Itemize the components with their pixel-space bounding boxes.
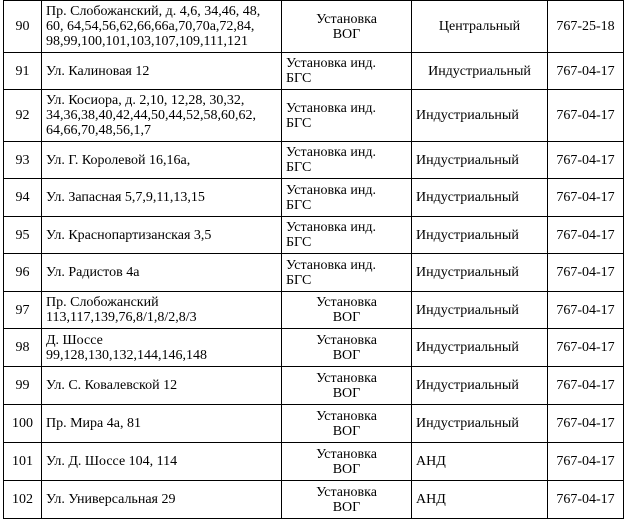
- installation-cell: [282, 367, 412, 405]
- installation-line: ВОГ: [332, 347, 361, 363]
- table-row: [4, 53, 624, 90]
- address-cell: [42, 292, 282, 329]
- installation-line: Установка: [316, 446, 377, 462]
- installation-cell: [282, 1, 412, 53]
- installation-line: Установка: [316, 408, 377, 424]
- address-line: Ул. Д. Шоссе 104, 114: [46, 454, 178, 469]
- address-line: 34,36,38,40,42,44,50,44,52,58,60,62,: [46, 108, 256, 123]
- installation-cell: [282, 142, 412, 179]
- installation-line: Установка: [316, 295, 377, 310]
- district-cell: Индустриальный: [412, 367, 548, 405]
- row-number: 99: [4, 367, 42, 405]
- installation-line: Установка инд.: [286, 220, 376, 235]
- row-number: 95: [4, 217, 42, 254]
- installation-line: ВОГ: [332, 310, 361, 325]
- address-cell: [42, 254, 282, 292]
- address-line: 99,128,130,132,144,146,148: [46, 347, 207, 363]
- table-row: [4, 179, 624, 217]
- address-line: Ул. Калиновая 12: [46, 63, 150, 79]
- installation-cell: [282, 405, 412, 443]
- address-cell: [42, 53, 282, 90]
- row-number: 92: [4, 90, 42, 142]
- phone-cell: 767-04-17: [548, 254, 624, 292]
- installation-cell: [282, 481, 412, 519]
- address-cell: [42, 405, 282, 443]
- table-row: [4, 367, 624, 405]
- district-cell: Индустриальный: [412, 53, 548, 90]
- address-line: Ул. Г. Королевой 16,16а,: [46, 152, 191, 168]
- row-number: 91: [4, 53, 42, 90]
- installation-line: ВОГ: [332, 461, 361, 477]
- table-row: [4, 292, 624, 329]
- table-row: [4, 254, 624, 292]
- installation-line: Установка инд.: [286, 100, 376, 116]
- row-number: 94: [4, 179, 42, 217]
- address-cell: [42, 142, 282, 179]
- district-cell: АНД: [412, 481, 548, 519]
- installation-line: ВОГ: [332, 499, 361, 515]
- address-line: Пр. Слобожанский: [46, 295, 159, 310]
- installation-cell: [282, 90, 412, 142]
- district-cell: Индустриальный: [412, 217, 548, 254]
- address-cell: [42, 329, 282, 367]
- installation-line: БГС: [286, 160, 312, 175]
- installation-line: Установка: [316, 484, 377, 500]
- installation-line: Установка инд.: [286, 56, 376, 71]
- installation-cell: [282, 292, 412, 329]
- installation-cell: [282, 53, 412, 90]
- phone-cell: 767-04-17: [548, 329, 624, 367]
- phone-cell: 767-04-17: [548, 292, 624, 329]
- district-cell: Индустриальный: [412, 90, 548, 142]
- row-number: 100: [4, 405, 42, 443]
- table-row: [4, 90, 624, 142]
- address-cell: [42, 217, 282, 254]
- installation-line: БГС: [286, 115, 312, 131]
- address-line: Ул. Радистов 4а: [46, 265, 140, 280]
- table-row: [4, 329, 624, 367]
- row-number: 101: [4, 443, 42, 481]
- table-row: [4, 1, 624, 53]
- phone-cell: 767-04-17: [548, 142, 624, 179]
- phone-cell: 767-04-17: [548, 179, 624, 217]
- installation-line: БГС: [286, 197, 312, 213]
- address-line: 60, 64,54,56,62,66,66а,70,70а,72,84,: [46, 19, 255, 34]
- installation-cell: [282, 254, 412, 292]
- address-line: 64,66,70,48,56,1,7: [46, 123, 151, 138]
- district-cell: Индустриальный: [412, 405, 548, 443]
- row-number: 90: [4, 1, 42, 53]
- installation-line: БГС: [286, 272, 312, 288]
- row-number: 98: [4, 329, 42, 367]
- address-cell: [42, 1, 282, 53]
- address-line: Пр. Мира 4а, 81: [46, 416, 141, 431]
- row-number: 93: [4, 142, 42, 179]
- address-line: Ул. Универсальная 29: [46, 492, 176, 507]
- phone-cell: 767-04-17: [548, 405, 624, 443]
- installation-line: Установка инд.: [286, 182, 376, 198]
- table-row: [4, 481, 624, 519]
- district-cell: Индустриальный: [412, 179, 548, 217]
- row-number: 102: [4, 481, 42, 519]
- district-cell: Центральный: [412, 1, 548, 53]
- phone-cell: 767-04-17: [548, 443, 624, 481]
- installation-line: ВОГ: [332, 423, 361, 439]
- address-cell: [42, 481, 282, 519]
- address-line: 113,117,139,76,8/1,8/2,8/3: [46, 310, 197, 325]
- district-cell: Индустриальный: [412, 292, 548, 329]
- address-line: Д. Шоссе: [46, 332, 103, 348]
- installation-line: Установка: [316, 11, 377, 27]
- phone-cell: 767-04-17: [548, 53, 624, 90]
- installation-line: Установка: [316, 332, 377, 348]
- installation-cell: [282, 329, 412, 367]
- address-cell: [42, 367, 282, 405]
- installation-line: БГС: [286, 71, 312, 86]
- table-row: [4, 142, 624, 179]
- phone-cell: 767-04-17: [548, 481, 624, 519]
- installation-cell: [282, 443, 412, 481]
- district-cell: АНД: [412, 443, 548, 481]
- phone-cell: 767-04-17: [548, 90, 624, 142]
- installation-line: Установка инд.: [286, 257, 376, 273]
- row-number: 96: [4, 254, 42, 292]
- address-table: [3, 0, 624, 519]
- address-line: 98,99,100,101,103,107,109,111,121: [46, 34, 248, 49]
- address-line: Ул. Запасная 5,7,9,11,13,15: [46, 190, 205, 205]
- installation-line: Установка инд.: [286, 145, 376, 160]
- installation-line: ВОГ: [332, 26, 361, 42]
- installation-line: БГС: [286, 235, 312, 250]
- district-cell: Индустриальный: [412, 254, 548, 292]
- address-line: Ул. Краснопартизанская 3,5: [46, 227, 212, 243]
- address-cell: [42, 443, 282, 481]
- address-cell: [42, 90, 282, 142]
- installation-line: ВОГ: [332, 385, 361, 401]
- address-line: Ул. С. Ковалевской 12: [46, 378, 178, 393]
- phone-cell: 767-04-17: [548, 217, 624, 254]
- table-row: [4, 405, 624, 443]
- district-cell: Индустриальный: [412, 329, 548, 367]
- installation-cell: [282, 217, 412, 254]
- phone-cell: 767-25-18: [548, 1, 624, 53]
- phone-cell: 767-04-17: [548, 367, 624, 405]
- district-cell: Индустриальный: [412, 142, 548, 179]
- address-line: Ул. Косиора, д. 2,10, 12,28, 30,32,: [46, 93, 245, 108]
- row-number: 97: [4, 292, 42, 329]
- address-cell: [42, 179, 282, 217]
- address-line: Пр. Слобожанский, д. 4,6, 34,46, 48,: [46, 4, 261, 19]
- installation-line: Установка: [316, 370, 377, 386]
- installation-cell: [282, 179, 412, 217]
- table-row: [4, 443, 624, 481]
- table-row: [4, 217, 624, 254]
